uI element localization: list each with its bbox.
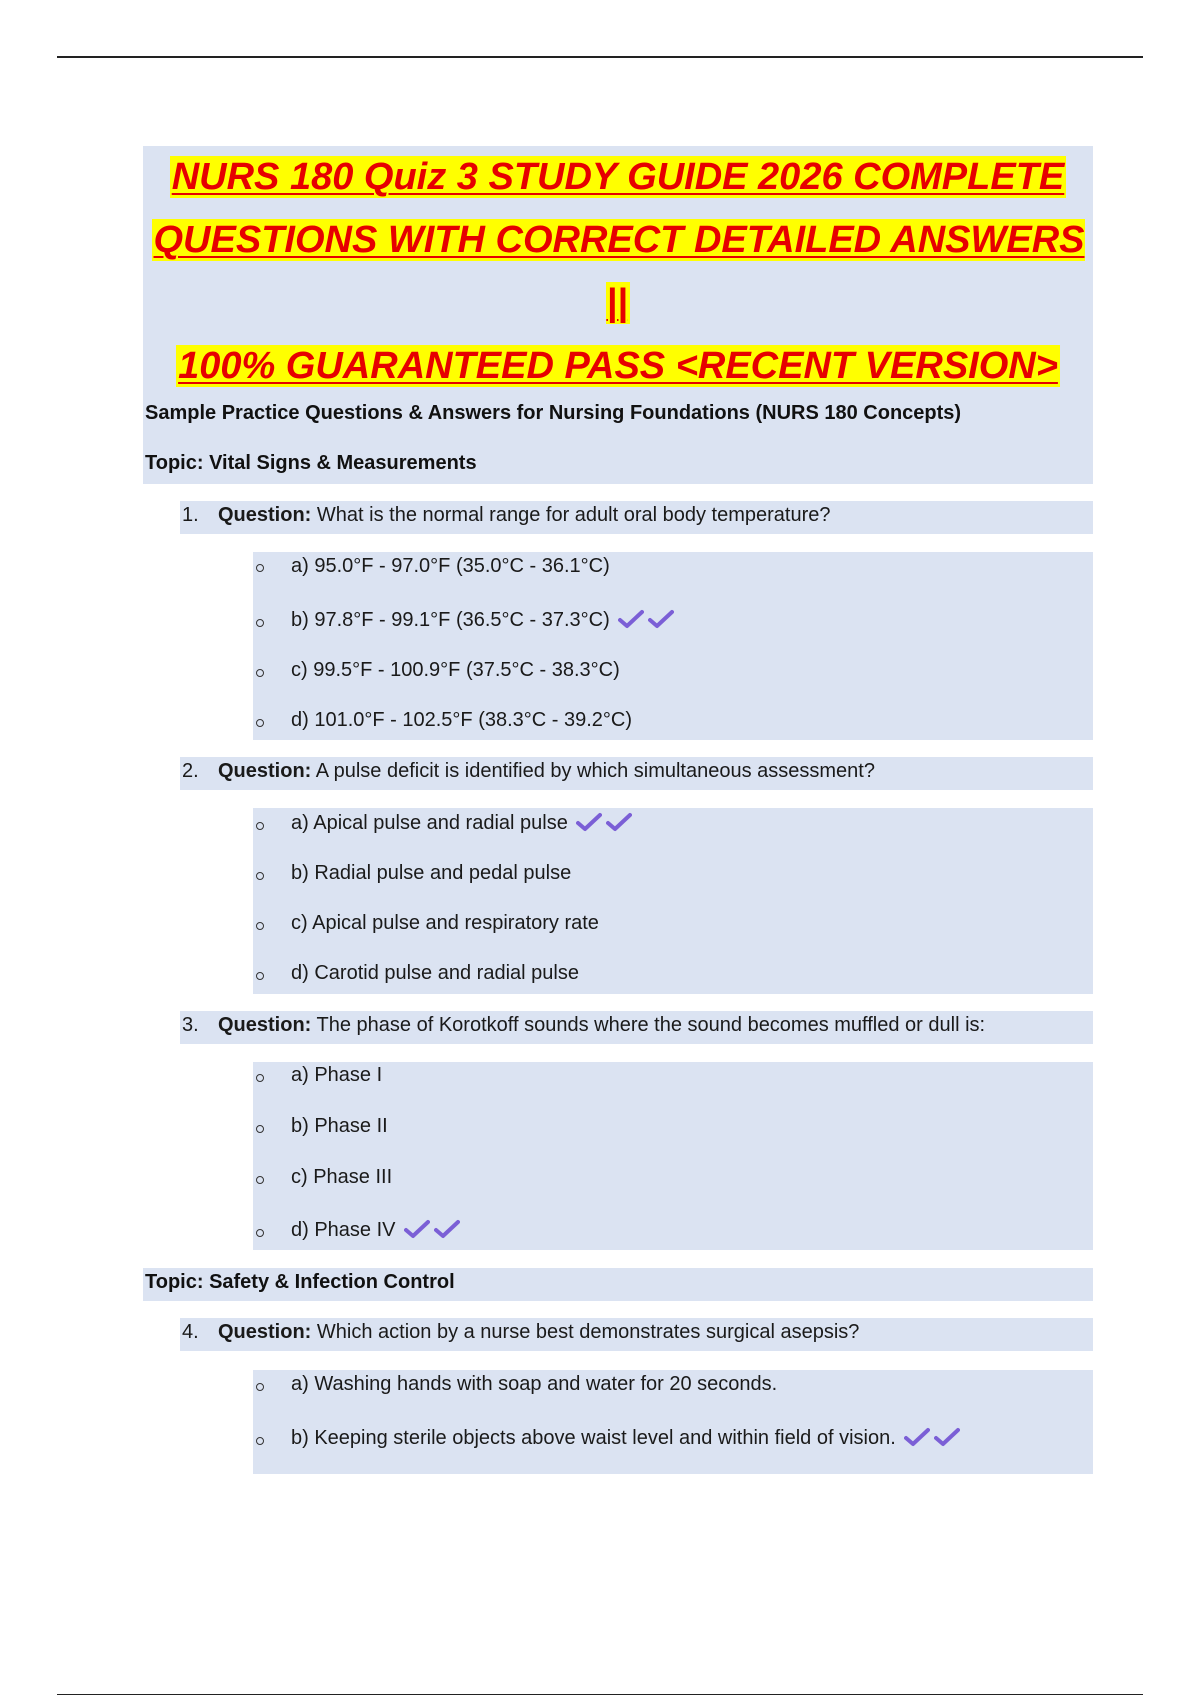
option-bullet-icon [256,564,264,572]
question-label: Question: [218,1321,312,1343]
question-3-number: 3. [182,1014,199,1036]
option-bullet-icon [256,719,264,727]
q3-option-c: c) Phase III [291,1166,393,1188]
question-3-text: Question: The phase of Korotkoff sounds where the sound becomes muffled or dull is: [218,1014,986,1036]
correct-answer-marker [404,1219,464,1245]
checkmark-icon [618,609,644,629]
q2-option-d: d) Carotid pulse and radial pulse [291,962,579,984]
option-bullet-icon [256,922,264,930]
option-bullet-icon [256,1176,264,1184]
q1-option-c: c) 99.5°F - 100.9°F (37.5°C - 38.3°C) [291,659,620,681]
option-bullet-icon [256,972,264,980]
question-1-text: Question: What is the normal range for adult oral body temperature? [218,504,831,526]
question-label: Question: [218,1014,312,1036]
option-bullet-icon [256,1437,264,1445]
q3-option-b: b) Phase II [291,1115,388,1137]
q2-option-b: b) Radial pulse and pedal pulse [291,862,572,884]
question-2-number: 2. [182,760,199,782]
question-label: Question: [218,760,312,782]
title-line-3: 100% GUARANTEED PASS <RECENT VERSION> [178,345,1058,387]
question-label: Question: [218,504,312,526]
question-4-text: Question: Which action by a nurse best demonstrates surgical asepsis? [218,1321,860,1343]
checkmark-icon [404,1219,430,1239]
option-bullet-icon [256,669,264,677]
q1-option-a: a) 95.0°F - 97.0°F (35.0°C - 36.1°C) [291,555,610,577]
option-bullet-icon [256,1074,264,1082]
correct-answer-marker [904,1427,964,1453]
option-bullet-icon [256,1125,264,1133]
bottom-rule [57,1694,1143,1695]
topic-heading-vital-signs: Topic: Vital Signs & Measurements [145,452,477,474]
title-line-1: NURS 180 Quiz 3 STUDY GUIDE 2026 COMPLETE [171,156,1065,198]
q2-option-a: a) Apical pulse and radial pulse [291,812,636,838]
question-1-number: 1. [182,504,199,526]
checkmark-icon [576,812,602,832]
checkmark-icon [606,812,632,832]
q1-option-b: b) 97.8°F - 99.1°F (36.5°C - 37.3°C) [291,609,678,635]
checkmark-icon [934,1427,960,1447]
document-subtitle: Sample Practice Questions & Answers for Nursing Foundations (NURS 180 Concepts) [145,402,962,424]
question-4-number: 4. [182,1321,199,1343]
option-bullet-icon [256,872,264,880]
q2-option-c: c) Apical pulse and respiratory rate [291,912,599,934]
topic-heading-safety: Topic: Safety & Infection Control [145,1271,455,1293]
checkmark-icon [904,1427,930,1447]
correct-answer-marker [576,812,636,838]
top-rule [57,56,1143,58]
q3-option-d: d) Phase IV [291,1219,464,1245]
option-bullet-icon [256,1383,264,1391]
document-title [143,146,1093,398]
option-bullet-icon [256,822,264,830]
option-bullet-icon [256,1229,264,1237]
correct-answer-marker [618,609,678,635]
question-2-text: Question: A pulse deficit is identified by which simultaneous assessment? [218,760,875,782]
q4-option-a: a) Washing hands with soap and water for 20 seconds. [291,1373,778,1395]
q3-option-a: a) Phase I [291,1064,383,1086]
option-bullet-icon [256,619,264,627]
checkmark-icon [648,609,674,629]
q1-option-d: d) 101.0°F - 102.5°F (38.3°C - 39.2°C) [291,709,633,731]
checkmark-icon [434,1219,460,1239]
title-line-2: QUESTIONS WITH CORRECT DETAILED ANSWERS || [153,219,1085,324]
q4-option-b: b) Keeping sterile objects above waist level and within field of vision. [291,1427,964,1453]
